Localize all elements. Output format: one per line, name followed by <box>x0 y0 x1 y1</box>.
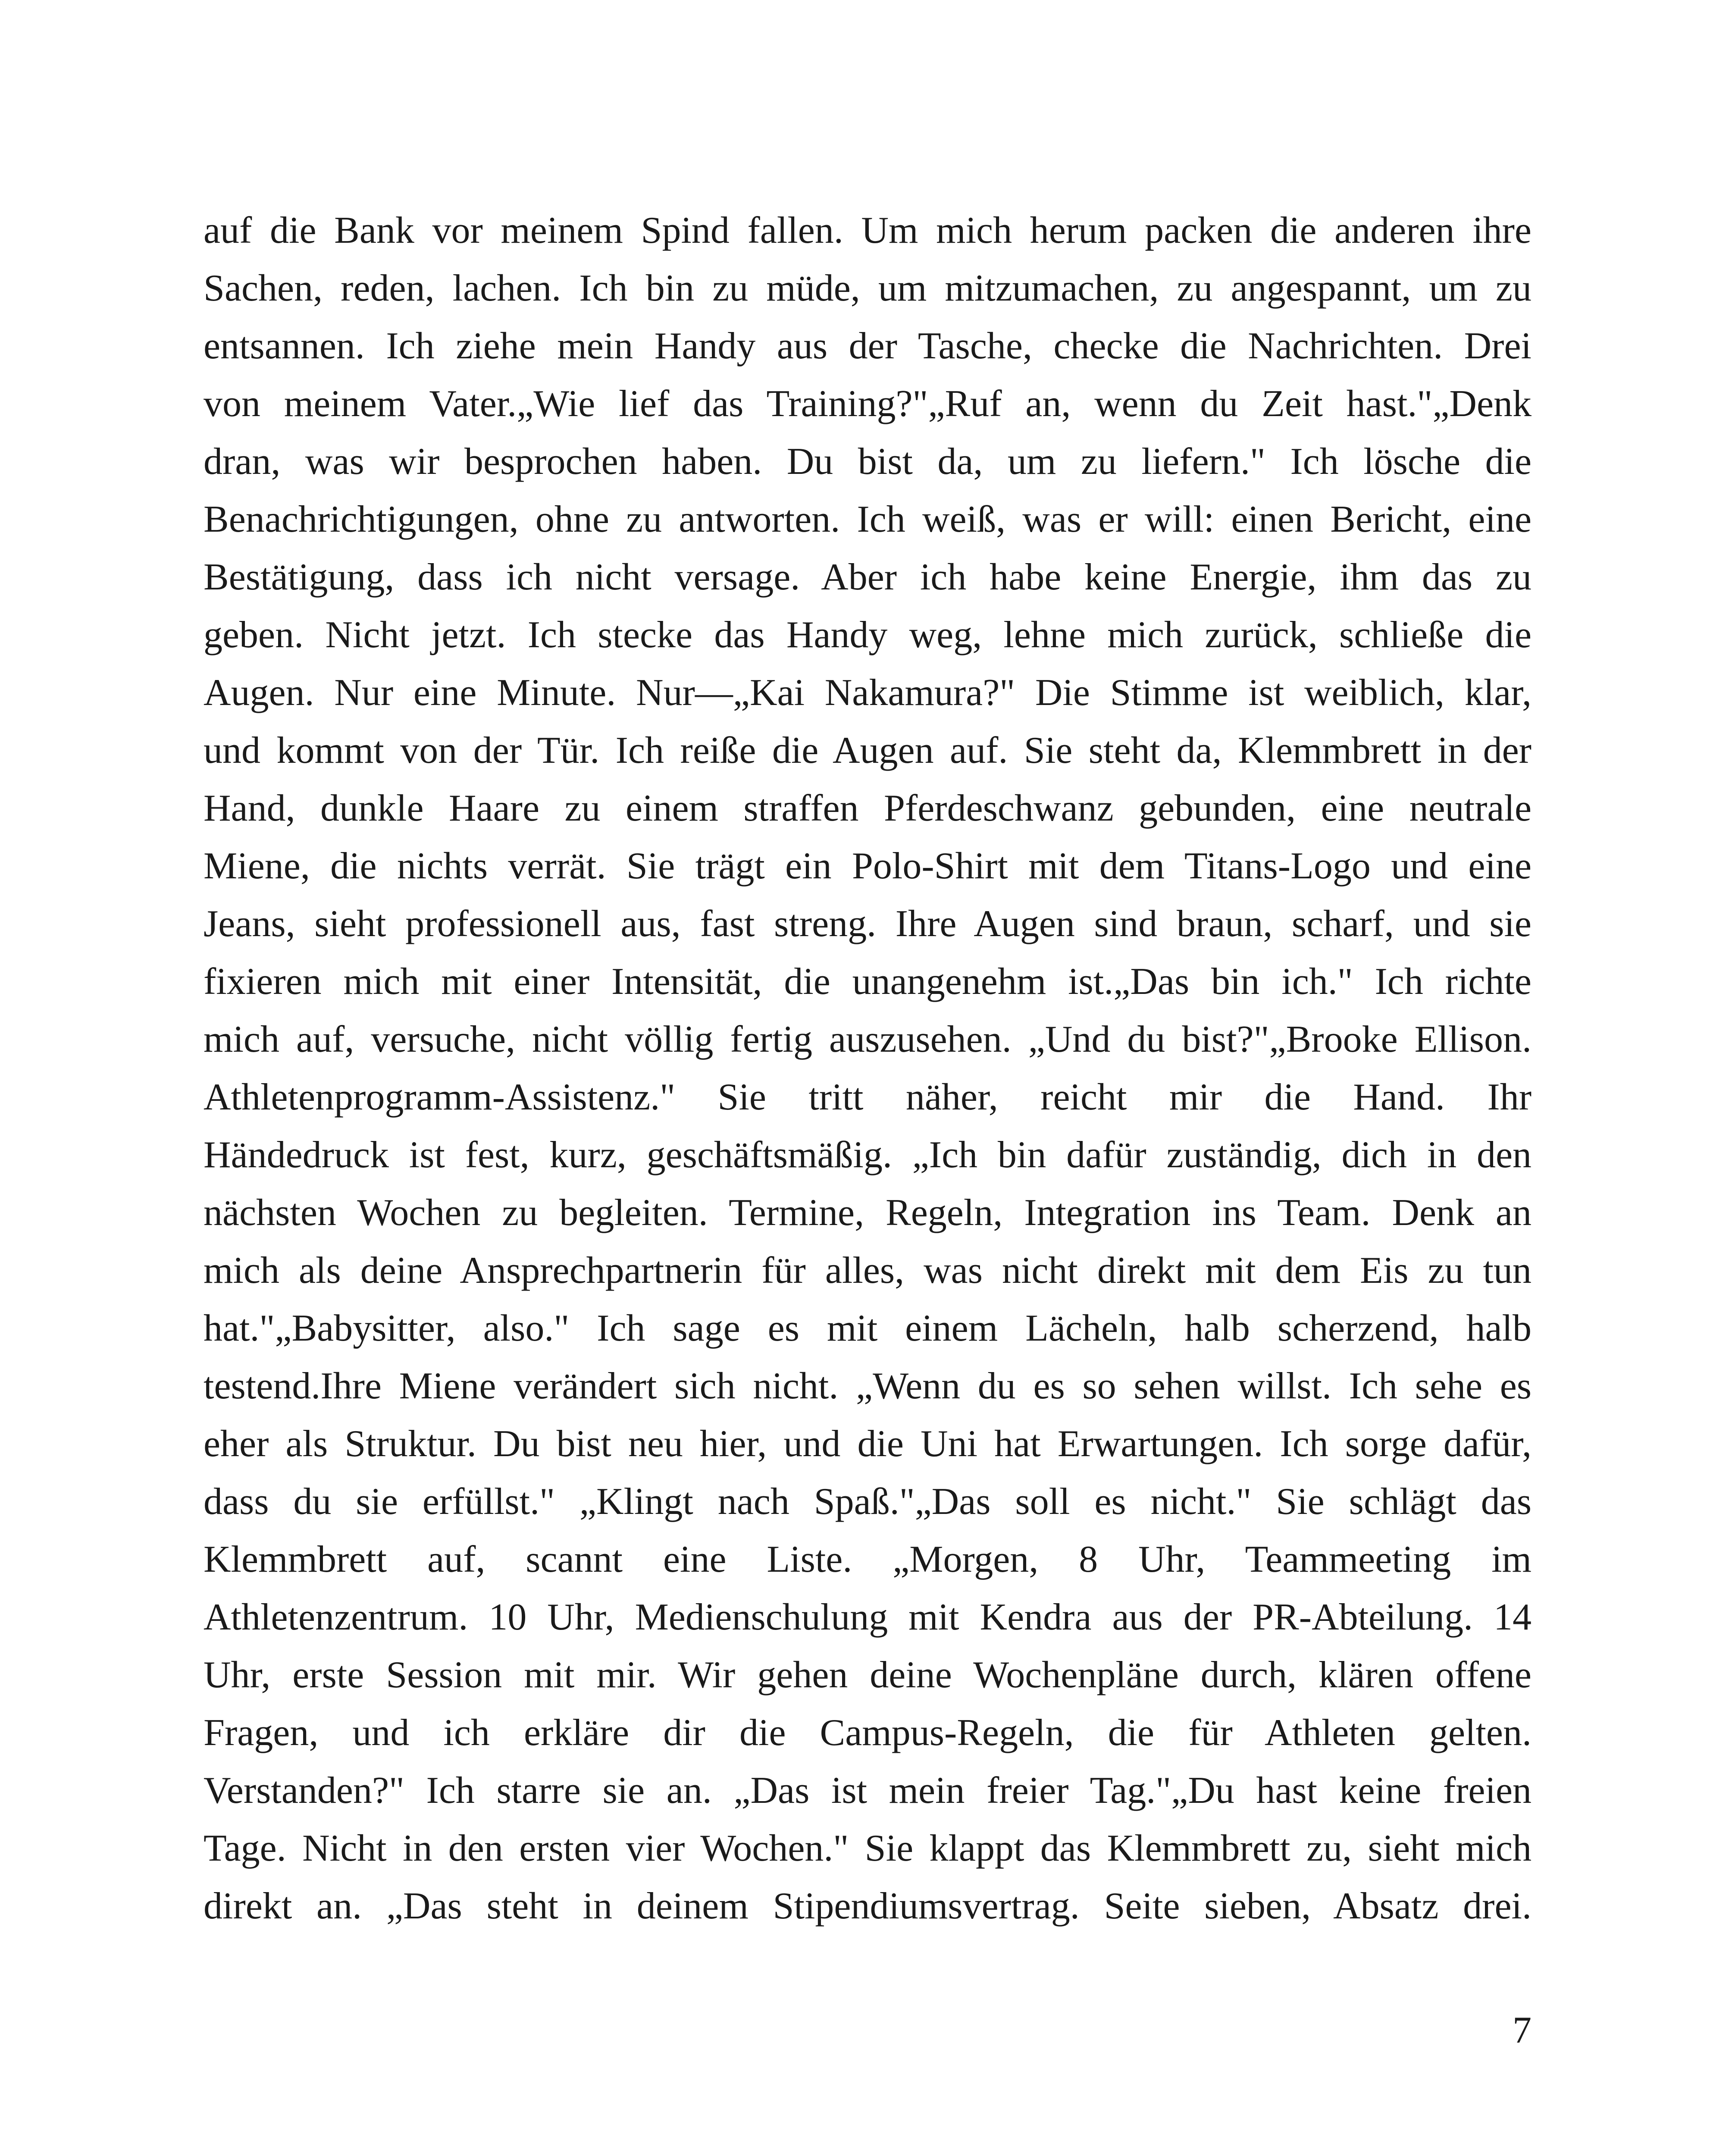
text-line: Benachrichtigungen, ohne zu antworten. Ich weiß, was er will: einen Bericht, eine <box>204 498 1532 540</box>
text-line: Verstanden?" Ich starre sie an. „Das ist mein freier Tag."„Du hast keine freien <box>204 1770 1532 1811</box>
text-line: Bestätigung, dass ich nicht versage. Aber ich habe keine Energie, ihm das zu <box>204 556 1532 598</box>
text-line: und kommt von der Tür. Ich reiße die Augen auf. Sie steht da, Klemmbrett in der <box>204 730 1532 771</box>
text-line: geben. Nicht jetzt. Ich stecke das Handy weg, lehne mich zurück, schließe die <box>204 614 1532 656</box>
text-line: eher als Struktur. Du bist neu hier, und die Uni hat Erwartungen. Ich sorge dafür, <box>204 1423 1532 1465</box>
text-line: Hand, dunkle Haare zu einem straffen Pferdeschwanz gebunden, eine neutrale <box>204 787 1532 829</box>
text-line: von meinem Vater.„Wie lief das Training?"„Ruf an, wenn du Zeit hast."„Denk <box>204 383 1532 425</box>
text-line: fixieren mich mit einer Intensität, die unangenehm ist.„Das bin ich." Ich richte <box>204 961 1532 1003</box>
text-line: entsannen. Ich ziehe mein Handy aus der Tasche, checke die Nachrichten. Drei <box>204 325 1532 367</box>
text-line: direkt an. „Das steht in deinem Stipendiumsvertrag. Seite sieben, Absatz drei. <box>204 1885 1532 1927</box>
text-line: testend.Ihre Miene verändert sich nicht. „Wenn du es so sehen willst. Ich sehe es <box>204 1365 1532 1407</box>
text-line: dran, was wir besprochen haben. Du bist da, um zu liefern." Ich lösche die <box>204 441 1532 483</box>
text-line: hat."„Babysitter, also." Ich sage es mit einem Lächeln, halb scherzend, halb <box>204 1307 1532 1349</box>
text-line: Sachen, reden, lachen. Ich bin zu müde, um mitzumachen, zu angespannt, um zu <box>204 267 1532 309</box>
text-line: nächsten Wochen zu begleiten. Termine, Regeln, Integration ins Team. Denk an <box>204 1192 1532 1234</box>
text-line: dass du sie erfüllst." „Klingt nach Spaß."„Das soll es nicht." Sie schlägt das <box>204 1481 1532 1523</box>
text-line: Fragen, und ich erkläre dir die Campus-Regeln, die für Athleten gelten. <box>204 1712 1532 1754</box>
text-line: mich auf, versuche, nicht völlig fertig auszusehen. „Und du bist?"„Brooke Ellison. <box>204 1018 1532 1060</box>
body-text <box>204 202 1532 1935</box>
text-line: auf die Bank vor meinem Spind fallen. Um mich herum packen die anderen ihre <box>204 210 1532 251</box>
page-number: 7 <box>1513 2009 1532 2051</box>
text-line: Tage. Nicht in den ersten vier Wochen." Sie klappt das Klemmbrett zu, sieht mich <box>204 1827 1532 1869</box>
text-line: Athletenprogramm-Assistenz." Sie tritt näher, reicht mir die Hand. Ihr <box>204 1076 1532 1118</box>
text-line: Augen. Nur eine Minute. Nur—„Kai Nakamura?" Die Stimme ist weiblich, klar, <box>204 672 1532 714</box>
text-line: Uhr, erste Session mit mir. Wir gehen deine Wochenpläne durch, klären offene <box>204 1654 1532 1696</box>
text-line: Händedruck ist fest, kurz, geschäftsmäßig. „Ich bin dafür zuständig, dich in den <box>204 1134 1532 1176</box>
text-line: Klemmbrett auf, scannt eine Liste. „Morgen, 8 Uhr, Teammeeting im <box>204 1539 1532 1580</box>
text-line: Jeans, sieht professionell aus, fast streng. Ihre Augen sind braun, scharf, und sie <box>204 903 1532 945</box>
text-line: Athletenzentrum. 10 Uhr, Medienschulung mit Kendra aus der PR-Abteilung. 14 <box>204 1596 1532 1638</box>
text-line: mich als deine Ansprechpartnerin für alles, was nicht direkt mit dem Eis zu tun <box>204 1250 1532 1291</box>
text-line: Miene, die nichts verrät. Sie trägt ein Polo-Shirt mit dem Titans-Logo und eine <box>204 845 1532 887</box>
